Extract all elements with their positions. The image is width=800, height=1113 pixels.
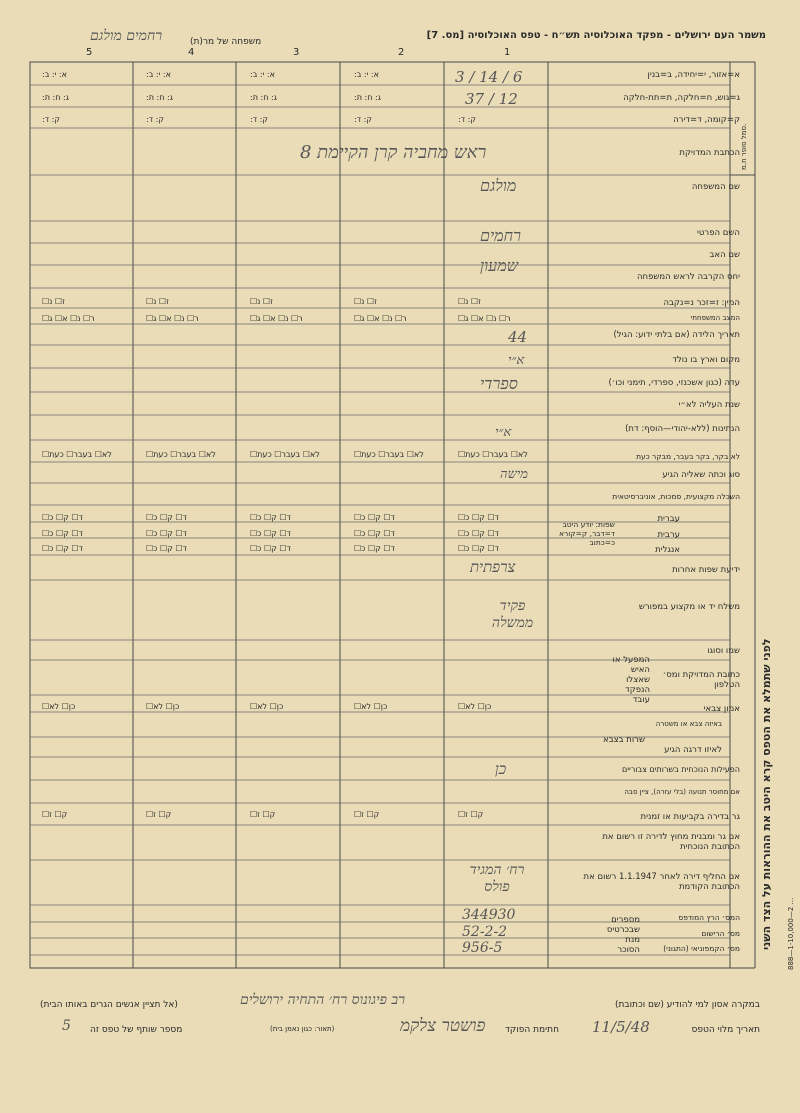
option-yesno[interactable]: כן☐ לא☐ bbox=[354, 702, 388, 711]
option-lang[interactable]: ד☐ ק☐ כ☐ bbox=[458, 544, 499, 553]
row-label-current-address: אם גר ומבנית מחוץ לדירה זו רשום את הכתובת הנוכחית bbox=[602, 832, 740, 852]
row-label-birthdate: תאריך הלידה (אם בלתי ידוע: הגיל) bbox=[613, 330, 740, 340]
row-label-floor: ק=קומה, ד=דירה bbox=[673, 115, 740, 125]
column-number: 1 bbox=[504, 47, 511, 58]
option-floor-cells[interactable]: ק: ד: bbox=[250, 115, 268, 124]
row-label-aliyah: שנת העליה לא״י bbox=[678, 400, 740, 410]
row-label-registration: מס׳ הרישום bbox=[701, 929, 740, 938]
side-print-code: 888—1-10,000—2 ... bbox=[787, 897, 795, 970]
row-label-hebrew: עברית bbox=[657, 514, 680, 524]
group-label-numbers: מספרים שבכרטיס מנת הסוכר bbox=[606, 915, 640, 955]
group-label-employer: המפעל או האיש שאצלו הנפקד עובד bbox=[612, 655, 650, 705]
row-label-community: עדה (כגון אשכנזי, ספרדי, תימני וכו׳) bbox=[608, 378, 740, 388]
hw-occupation: פקיד ממשלה bbox=[491, 598, 534, 631]
row-label-surname: שם המשפחה bbox=[691, 182, 740, 192]
row-label-previous-address: אם החליף דירה לאחר 1.1.1947 רשום את הכתובת הקודמת bbox=[583, 872, 740, 892]
row-label-marital: המצב המשפחתי bbox=[690, 314, 740, 322]
option-school[interactable]: לא☐ בעבר☐ כעת☐ bbox=[458, 450, 528, 459]
hw-plot: 12 / 37 bbox=[465, 90, 518, 108]
option-address-cells[interactable]: א: י: ב: bbox=[42, 70, 67, 79]
hw-birthplace: א״י bbox=[508, 353, 525, 368]
column-number: 5 bbox=[86, 47, 93, 58]
informant-label: במקרה אסון למי להודיע (שם וכתובת) bbox=[614, 1000, 760, 1010]
row-label-class: סוג וכתה שאליה הגיע bbox=[662, 470, 740, 480]
option-floor-cells[interactable]: ק: ד: bbox=[354, 115, 372, 124]
option-plot-cells[interactable]: ג: ח: ת: bbox=[42, 93, 69, 102]
signature-value: פושטר צלקמ bbox=[400, 1016, 486, 1036]
side-code-label: סמל סופר ת.מ. bbox=[740, 123, 748, 170]
row-label-military-trust: אמון צבאי bbox=[703, 704, 740, 714]
option-lang[interactable]: ד☐ ק☐ כ☐ bbox=[354, 529, 395, 538]
date-value: 11/5/48 bbox=[592, 1018, 650, 1036]
option-residence[interactable]: ק☐ ז☐ bbox=[354, 810, 380, 819]
row-label-address: א=אזור, י=יחידה, ב=בנין bbox=[647, 70, 740, 80]
row-label-public-service: הפעילות הנוכחית בשרותים צבוריים bbox=[621, 765, 740, 774]
column-number: 2 bbox=[398, 47, 405, 58]
option-floor-cells[interactable]: ק: ד: bbox=[146, 115, 164, 124]
group-label-army: שרות בצבא bbox=[603, 735, 645, 745]
option-lang[interactable]: ד☐ ק☐ כ☐ bbox=[42, 544, 83, 553]
row-label-english: אנגלית bbox=[655, 545, 680, 555]
row-label-occupation: משלח יד או מקצוע במפורש bbox=[638, 602, 740, 612]
column-number: 3 bbox=[293, 47, 300, 58]
option-marital[interactable]: ר☐ נ☐ א☐ ג☐ bbox=[146, 314, 199, 323]
option-school[interactable]: לא☐ בעבר☐ כעת☐ bbox=[42, 450, 112, 459]
hw-father: שמעון bbox=[480, 256, 519, 275]
row-label-residence: גר בדירה בקביעות או זמנית bbox=[640, 812, 740, 822]
option-lang[interactable]: ד☐ ק☐ כ☐ bbox=[354, 544, 395, 553]
option-sex[interactable]: ז☐ נ☐ bbox=[42, 297, 65, 306]
family-name-handwritten: רחמים מולגם bbox=[90, 28, 163, 44]
hw-community: ספרדי bbox=[480, 374, 518, 393]
row-label-sex: המין: ז=זכר נ=נקבה bbox=[663, 298, 740, 308]
hw-surname: מולגם bbox=[480, 176, 517, 195]
option-marital[interactable]: ר☐ נ☐ א☐ ג☐ bbox=[42, 314, 95, 323]
row-label-father: שם האב bbox=[709, 250, 740, 260]
hw-serial: 344930 bbox=[462, 907, 516, 923]
option-floor-cells[interactable]: ק: ד: bbox=[458, 115, 476, 124]
row-label-plot: ג=גוש, ח=חלקה, ת=תת-חלקה bbox=[623, 93, 740, 103]
option-lang[interactable]: ד☐ ק☐ כ☐ bbox=[458, 529, 499, 538]
hw-birth: 44 bbox=[508, 328, 528, 346]
row-label-citizenship: הנתינות (ללא-יהודי—הוסף: דת) bbox=[625, 424, 740, 434]
row-label-relation: יחס הקרבה לראש המשפחה bbox=[636, 272, 740, 282]
option-lang[interactable]: ד☐ ק☐ כ☐ bbox=[146, 544, 187, 553]
option-plot-cells[interactable]: ג: ח: ת: bbox=[354, 93, 381, 102]
row-label-sugar: מס׳ הקמפוניאי (התגוני) bbox=[663, 944, 740, 953]
option-sex[interactable]: ז☐ נ☐ bbox=[250, 297, 273, 306]
family-label: משפחה של מר(ת) bbox=[190, 37, 262, 47]
row-label-exact-address: הכתבת המדויקת bbox=[679, 148, 740, 158]
informant-note: (אל תציין אנשים הגרים באותו הבית) bbox=[40, 1000, 178, 1010]
option-lang[interactable]: ד☐ ק☐ כ☐ bbox=[146, 513, 187, 522]
hw-sugar: 956-5 bbox=[462, 940, 503, 956]
option-marital[interactable]: ר☐ נ☐ א☐ ג☐ bbox=[250, 314, 303, 323]
option-marital[interactable]: ר☐ נ☐ א☐ ג☐ bbox=[354, 314, 407, 323]
hw-citizenship: א״י bbox=[495, 425, 512, 440]
form-title: משמר העם ירושלים - מפקד האוכלוסיה תש״ח - טפס האוכלוסיה [מס. 7] bbox=[426, 30, 766, 41]
option-lang[interactable]: ד☐ ק☐ כ☐ bbox=[42, 513, 83, 522]
date-label: תאריך מלוי הטפס bbox=[691, 1025, 760, 1035]
option-lang[interactable]: ד☐ ק☐ כ☐ bbox=[250, 544, 291, 553]
option-lang[interactable]: ד☐ ק☐ כ☐ bbox=[42, 529, 83, 538]
row-label-other-languages: ידיעת שפות אחרות bbox=[672, 565, 740, 575]
group-label-languages: שפות: יודע היטב ד=דבר, ק=קורא כ=כתוב bbox=[558, 520, 615, 547]
hw-firstname: רחמים bbox=[480, 226, 521, 245]
option-lang[interactable]: ד☐ ק☐ כ☐ bbox=[458, 513, 499, 522]
option-yesno[interactable]: כן☐ לא☐ bbox=[458, 702, 492, 711]
option-lang[interactable]: ד☐ ק☐ כ☐ bbox=[354, 513, 395, 522]
option-sex[interactable]: ז☐ נ☐ bbox=[146, 297, 169, 306]
option-floor-cells[interactable]: ק: ד: bbox=[42, 115, 60, 124]
option-plot-cells[interactable]: ג: ח: ת: bbox=[146, 93, 173, 102]
option-lang[interactable]: ד☐ ק☐ כ☐ bbox=[250, 513, 291, 522]
option-residence[interactable]: ק☐ ז☐ bbox=[42, 810, 68, 819]
row-label-which-army: באיזה צבא או משטרה bbox=[655, 720, 722, 728]
option-sex[interactable]: ז☐ נ☐ bbox=[354, 297, 377, 306]
option-plot-cells[interactable]: ג: ח: ת: bbox=[250, 93, 277, 102]
side-instructions: לפני שתמלא את הטפס קרא היטב את ההוראות על הצד השני bbox=[760, 638, 773, 950]
hw-unit: 6 / 14 / 3 bbox=[455, 68, 523, 86]
hw-address: ראש מחביה קרן הקיימת 8 bbox=[300, 142, 487, 163]
row-label-employer-address: כתובת המדויקת ומס׳ הטלפון bbox=[662, 670, 740, 690]
option-lang[interactable]: ד☐ ק☐ כ☐ bbox=[146, 529, 187, 538]
signature-label: חתימת הפוקד bbox=[505, 1025, 559, 1035]
row-label-immobile: אם מחוסר תנועה (בלי עזרה), ציין סבה bbox=[624, 788, 740, 796]
row-label-employer-name: שמו וסוגו bbox=[707, 646, 740, 656]
option-school[interactable]: לא☐ בעבר☐ כעת☐ bbox=[250, 450, 320, 459]
option-lang[interactable]: ד☐ ק☐ כ☐ bbox=[250, 529, 291, 538]
option-marital[interactable]: ר☐ נ☐ א☐ ג☐ bbox=[458, 314, 511, 323]
option-yesno[interactable]: כן☐ לא☐ bbox=[146, 702, 180, 711]
option-address-cells[interactable]: א: י: ב: bbox=[354, 70, 379, 79]
hw-prev-address: רח׳ המגיד פולס bbox=[469, 862, 525, 895]
option-address-cells[interactable]: א: י: ב: bbox=[146, 70, 171, 79]
option-residence[interactable]: ק☐ ז☐ bbox=[146, 810, 172, 819]
hw-registration: 52-2-2 bbox=[462, 924, 508, 940]
option-school[interactable]: לא☐ בעבר☐ כעת☐ bbox=[354, 450, 424, 459]
option-sex[interactable]: ז☐ נ☐ bbox=[458, 297, 481, 306]
option-yesno[interactable]: כן☐ לא☐ bbox=[42, 702, 76, 711]
option-residence[interactable]: ק☐ ז☐ bbox=[458, 810, 484, 819]
counter-note: (תאור: כגון נאמן בית) bbox=[270, 1025, 335, 1033]
row-label-rank: לאיזו דרגה הגיע bbox=[664, 745, 722, 755]
option-address-cells[interactable]: א: י: ב: bbox=[250, 70, 275, 79]
column-number: 4 bbox=[188, 47, 195, 58]
hw-public: כן bbox=[495, 760, 507, 778]
informant-value: רב פיגונוס רח׳ התחיה ירושלים bbox=[240, 992, 406, 1008]
shared-value: 5 bbox=[62, 1018, 71, 1034]
row-label-school: לא בקר, בקר בעבר, מבקר כעת bbox=[636, 452, 740, 461]
hw-education: מישה bbox=[500, 467, 528, 482]
row-label-birthplace: מקום וארץ בו נולד bbox=[672, 355, 740, 365]
option-residence[interactable]: ק☐ ז☐ bbox=[250, 810, 276, 819]
row-label-arabic: ערבית bbox=[657, 530, 680, 540]
row-label-firstname: השם הפרטי bbox=[697, 228, 740, 238]
option-yesno[interactable]: כן☐ לא☐ bbox=[250, 702, 284, 711]
row-label-serial: המס׳ הרץ המודפס bbox=[678, 913, 740, 922]
shared-label: מספר שותף של טפס זה bbox=[90, 1025, 183, 1035]
row-label-higher-edu: השכלה מקצועית, סמכות, אוניברסיטאית bbox=[612, 492, 740, 501]
option-school[interactable]: לא☐ בעבר☐ כעת☐ bbox=[146, 450, 216, 459]
hw-languages: צרפתית bbox=[470, 558, 516, 576]
